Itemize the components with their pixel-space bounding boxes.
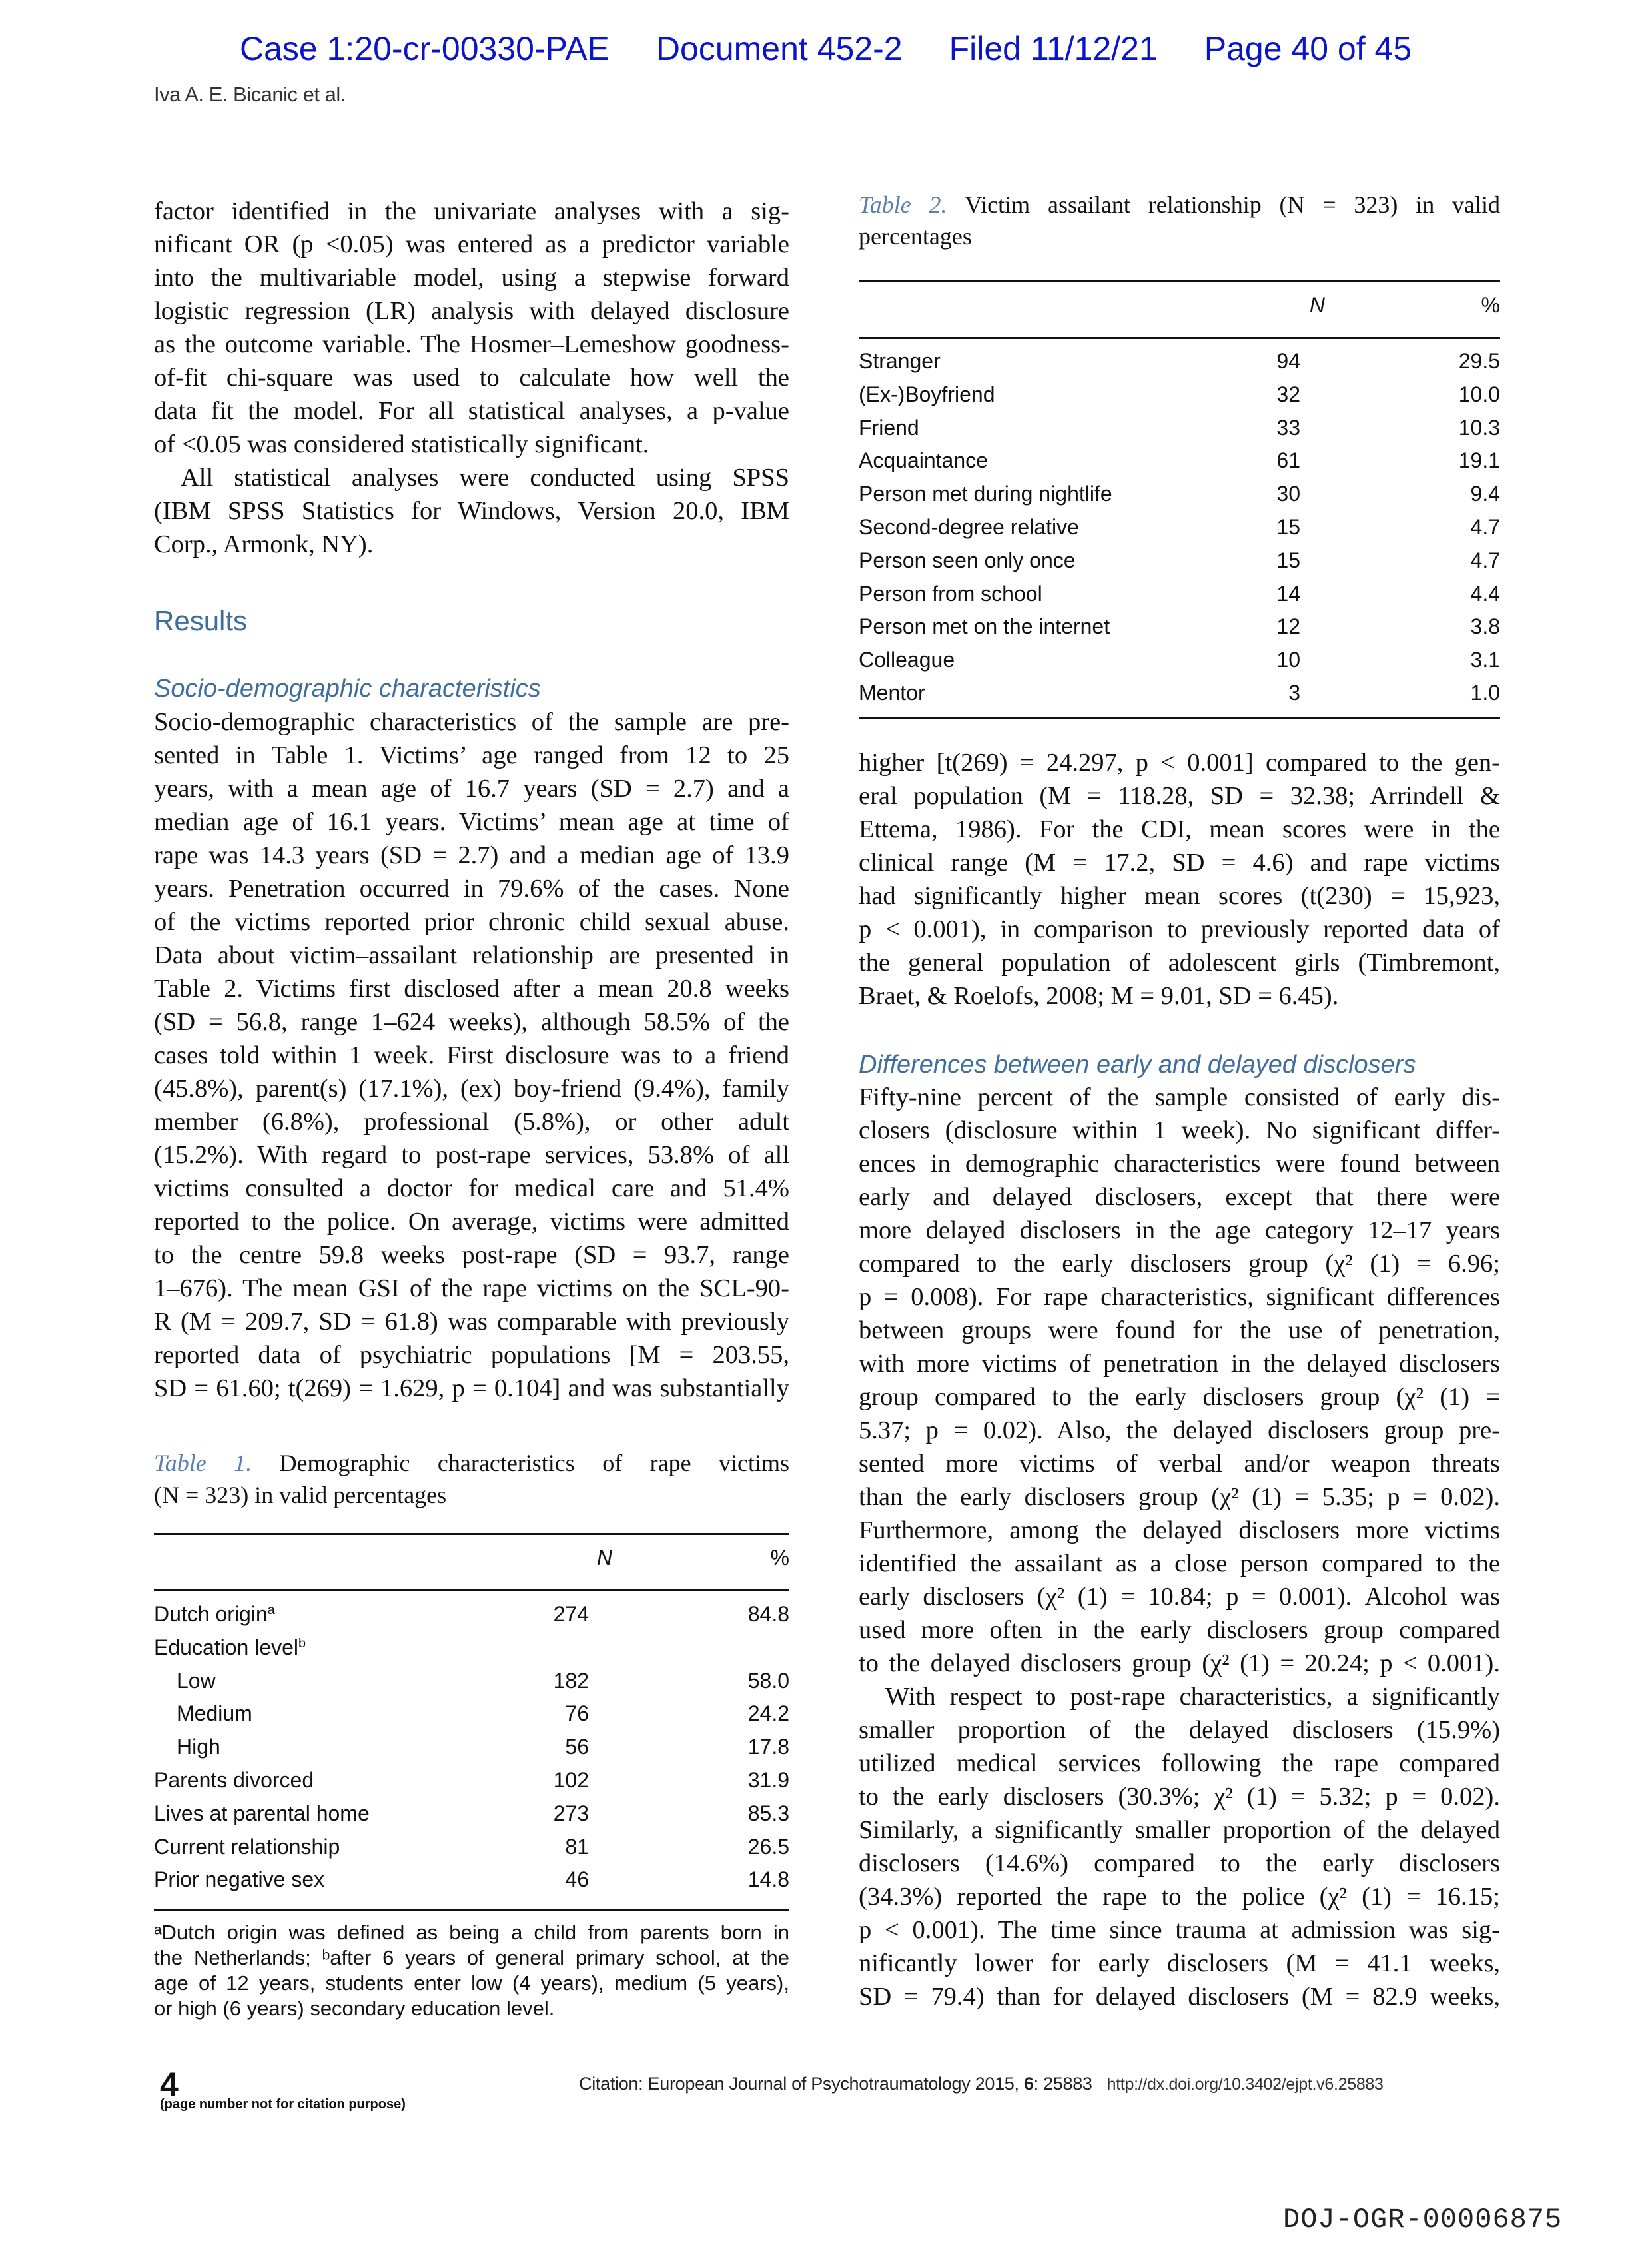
running-head-authors: Iva A. E. Bicanic et al.: [154, 83, 346, 106]
text-line: reported data of psychiatric populations [M = 203.55,: [154, 1341, 789, 1369]
row-label: Second-degree relative: [859, 515, 1079, 539]
results-paragraph: [154, 705, 789, 1405]
row-label: Medium: [177, 1701, 252, 1726]
text-line: Data about victim–assailant relationship are presented in: [154, 941, 789, 969]
row-label: High: [177, 1735, 220, 1759]
text-line: Socio-demographic characteristics of the sample are pre-: [154, 708, 789, 736]
row-label: Friend: [859, 415, 919, 440]
text-line: to the centre 59.8 weeks post-rape (SD = 93.7, range: [154, 1241, 789, 1269]
row-pct: 10.0: [1458, 382, 1500, 406]
row-pct: 29.5: [1458, 349, 1500, 373]
table1-col-pct: %: [770, 1546, 789, 1569]
caption-line: [859, 189, 1500, 221]
row-pct: 10.3: [1458, 415, 1500, 440]
text-line: data fit the model. For all statistical analyses, a p-value: [154, 397, 789, 425]
table-row: [154, 1602, 789, 1635]
citation-line: [579, 2074, 1384, 2094]
row-n: 102: [553, 1768, 589, 1792]
row-pct: 4.4: [1470, 581, 1500, 606]
text-line: utilized medical services following the rape compared: [859, 1749, 1500, 1777]
page-count: Page 40 of 45: [1204, 30, 1412, 67]
text-line: disclosers (14.6%) compared to the early disclosers: [859, 1849, 1500, 1877]
text-line: Similarly, a significantly smaller proportion of the delayed: [859, 1816, 1500, 1844]
row-n: 81: [565, 1834, 589, 1859]
text-line: member (6.8%), professional (5.8%), or other adult: [154, 1108, 789, 1136]
table-row: [154, 1835, 789, 1868]
text-line: higher [t(269) = 24.297, p < 0.001] compared to the gen-: [859, 749, 1500, 777]
text-line: victims consulted a doctor for medical care and 51.4%: [154, 1174, 789, 1202]
text-line: logistic regression (LR) analysis with delayed disclosure: [154, 297, 789, 325]
table2-bottom-rule: [859, 717, 1500, 719]
table-row: [154, 1735, 789, 1768]
row-pct: 9.4: [1470, 482, 1500, 506]
text-line: R (M = 209.7, SD = 61.8) was comparable with previously: [154, 1308, 789, 1336]
page-number: 4: [160, 2066, 179, 2103]
row-n: 30: [1276, 482, 1300, 506]
row-label: Parents divorced: [154, 1768, 314, 1792]
row-label: Person seen only once: [859, 548, 1076, 572]
table2-top-rule: [859, 280, 1500, 282]
subheading-socio-demographic: Socio-demographic characteristics: [154, 675, 541, 703]
text-line: ences in demographic characteristics were found between: [859, 1150, 1500, 1178]
table1-bottom-rule: [154, 1909, 789, 1911]
table-row: [859, 448, 1500, 482]
text-line: factor identified in the univariate analyses with a sig-: [154, 197, 789, 225]
row-label: Prior negative sex: [154, 1867, 325, 1892]
row-pct: 4.7: [1470, 548, 1500, 572]
text-line: (34.3%) reported the rape to the police (χ² (1) = 16.15;: [859, 1883, 1500, 1911]
row-pct: 17.8: [747, 1735, 789, 1759]
caption-text: Victim assailant relationship (N = 323) in valid: [965, 191, 1500, 218]
table-row: [154, 1669, 789, 1702]
text-line: (IBM SPSS Statistics for Windows, Version 20.0, IBM: [154, 497, 789, 525]
text-line: clinical range (M = 17.2, SD = 4.6) and rape victims: [859, 849, 1500, 877]
doi-link[interactable]: http://dx.doi.org/10.3402/ejpt.v6.25883: [1106, 2075, 1384, 2094]
row-n: 273: [553, 1801, 589, 1825]
table1-caption: [154, 1447, 789, 1511]
text-line: used more often in the early disclosers group compared: [859, 1616, 1500, 1644]
text-line: of the victims reported prior chronic child sexual abuse.: [154, 908, 789, 936]
row-n: 15: [1276, 515, 1300, 539]
row-label: Acquaintance: [859, 448, 988, 473]
text-line: cases told within 1 week. First disclosure was to a friend: [154, 1041, 789, 1069]
table-row: [859, 416, 1500, 449]
text-line: identified the assailant as a close person compared to the: [859, 1550, 1500, 1577]
text-line: the Netherlands; ᵇafter 6 years of general primary school, at the: [154, 1946, 789, 1969]
text-line: early disclosers (χ² (1) = 10.84; p = 0.001). Alcohol was: [859, 1583, 1500, 1611]
text-line: 5.37; p = 0.02). Also, the delayed disclosers group pre-: [859, 1416, 1500, 1444]
text-line: Furthermore, among the delayed disclosers more victims: [859, 1516, 1500, 1544]
row-n: 32: [1276, 382, 1300, 406]
table-row: [859, 548, 1500, 582]
text-line: Braet, & Roelofs, 2008; M = 9.01, SD = 6.45).: [859, 982, 1339, 1010]
row-label: Mentor: [859, 681, 925, 705]
text-line: ᵃDutch origin was defined as being a child from parents born in: [154, 1921, 789, 1944]
row-label: Person met during nightlife: [859, 482, 1112, 506]
text-line: Ettema, 1986). For the CDI, mean scores were in the: [859, 815, 1500, 843]
text-line: of <0.05 was considered statistically significant.: [154, 430, 649, 458]
text-line: to the delayed disclosers group (χ² (1) = 20.24; p < 0.001).: [859, 1649, 1500, 1677]
row-pct: 4.7: [1470, 515, 1500, 539]
caption-line: [154, 1447, 789, 1479]
table1-col-n: N: [596, 1546, 612, 1569]
row-label: Colleague: [859, 648, 955, 672]
results-continuation: [859, 746, 1500, 1013]
text-line: smaller proportion of the delayed disclosers (15.9%): [859, 1716, 1500, 1744]
text-line: had significantly higher mean scores (t(230) = 15,923,: [859, 882, 1500, 910]
text-line: as the outcome variable. The Hosmer–Lemeshow goodness-: [154, 330, 789, 358]
table2-col-pct: %: [1481, 293, 1500, 317]
table1-header-rule: [154, 1589, 789, 1591]
row-n: 12: [1276, 614, 1300, 639]
table-row: [859, 482, 1500, 515]
table-row: [859, 515, 1500, 548]
table-row: [859, 648, 1500, 681]
row-pct: 24.2: [747, 1701, 789, 1726]
citation-article: : 25883: [1033, 2074, 1092, 2094]
court-filing-header: [240, 29, 1426, 72]
text-line: (SD = 56.8, range 1–624 weeks), although 58.5% of the: [154, 1008, 789, 1036]
methods-continuation: [154, 195, 789, 561]
text-line: age of 12 years, students enter low (4 years), medium (5 years),: [154, 1971, 789, 1995]
text-line: SD = 79.4) than for delayed disclosers (M = 82.9 weeks,: [859, 1983, 1500, 2011]
row-label: Low: [177, 1668, 216, 1693]
row-label: Person from school: [859, 581, 1042, 606]
text-line: eral population (M = 118.28, SD = 32.38; Arrindell &: [859, 782, 1500, 810]
table1-header-row: [154, 1546, 789, 1585]
row-label: Stranger: [859, 349, 941, 373]
table-row: [154, 1701, 789, 1735]
row-pct: 19.1: [1458, 448, 1500, 473]
row-label: Dutch origin$^a$: [154, 1602, 275, 1626]
caption-text: (N = 323) in valid percentages: [154, 1482, 447, 1508]
text-line: (15.2%). With regard to post-rape services, 53.8% of all: [154, 1141, 789, 1169]
text-line: closers (disclosure within 1 week). No significant differ-: [859, 1117, 1500, 1144]
table-row: [859, 382, 1500, 416]
table2-caption: [859, 189, 1500, 252]
table2-col-n: N: [1309, 293, 1325, 317]
row-n: 182: [553, 1668, 589, 1693]
row-label: (Ex-)Boyfriend: [859, 382, 995, 406]
text-line: Fifty-nine percent of the sample consisted of early dis-: [859, 1083, 1500, 1111]
row-pct: 3.1: [1470, 648, 1500, 672]
table2-header-rule: [859, 337, 1500, 339]
filed-date: Filed 11/12/21: [949, 30, 1158, 67]
row-pct: 31.9: [747, 1768, 789, 1792]
text-line: sented in Table 1. Victims’ age ranged from 12 to 25: [154, 741, 789, 769]
text-line: of-fit chi-square was used to calculate how well the: [154, 364, 789, 392]
row-n: 33: [1276, 415, 1300, 440]
text-line: reported to the police. On average, victims were admitted: [154, 1208, 789, 1236]
caption-line: [859, 221, 1500, 252]
text-line: Corp., Armonk, NY).: [154, 530, 374, 558]
row-label: Education level$^b$: [154, 1635, 306, 1659]
row-n: 94: [1276, 349, 1300, 373]
table-row: [154, 1768, 789, 1801]
text-line: Table 2. Victims first disclosed after a mean 20.8 weeks: [154, 975, 789, 1003]
text-line: nificant OR (p <0.05) was entered as a predictor variable: [154, 230, 789, 258]
row-n: 15: [1276, 548, 1300, 572]
text-line: nificantly lower for early disclosers (M = 41.1 weeks,: [859, 1949, 1500, 1977]
table2-body: [859, 349, 1500, 715]
text-line: group compared to the early disclosers group (χ² (1) =: [859, 1383, 1500, 1411]
caption-line: [154, 1479, 789, 1511]
row-n: 274: [553, 1602, 589, 1626]
text-line: into the multivariable model, using a stepwise forward: [154, 264, 789, 292]
text-line: more delayed disclosers in the age category 12–17 years: [859, 1216, 1500, 1244]
caption-text: percentages: [859, 223, 972, 250]
text-line: than the early disclosers group (χ² (1) = 5.35; p = 0.02).: [859, 1483, 1500, 1511]
section-heading-results: Results: [154, 605, 248, 636]
text-line: (45.8%), parent(s) (17.1%), (ex) boy-friend (9.4%), family: [154, 1075, 789, 1103]
footnote-marker: a: [267, 1603, 275, 1618]
text-line: sented more victims of verbal and/or weapon threats: [859, 1450, 1500, 1478]
table-row: [859, 681, 1500, 714]
text-line: All statistical analyses were conducted using SPSS: [181, 464, 789, 492]
text-line: with more victims of penetration in the delayed disclosers: [859, 1350, 1500, 1378]
table-row: [859, 614, 1500, 648]
document-number: Document 452-2: [655, 30, 903, 67]
table-row: [154, 1867, 789, 1901]
row-pct: 26.5: [747, 1834, 789, 1859]
row-n: 76: [565, 1701, 589, 1726]
caption-text: Demographic characteristics of rape victims: [279, 1450, 790, 1476]
row-label: Current relationship: [154, 1834, 340, 1859]
text-line: to the early disclosers (30.3%; χ² (1) = 5.32; p = 0.02).: [859, 1783, 1500, 1811]
text-line: median age of 16.1 years. Victims’ mean age at time of: [154, 808, 789, 836]
row-pct: 14.8: [747, 1867, 789, 1892]
row-label: Person met on the internet: [859, 614, 1110, 639]
page-number-note: (page number not for citation purpose): [160, 2097, 406, 2112]
text-line: p = 0.008). For rape characteristics, significant differences: [859, 1283, 1500, 1311]
table-label: Table 2.: [859, 191, 965, 218]
text-line: the general population of adolescent girls (Timbremont,: [859, 949, 1500, 977]
text-line: 1–676). The mean GSI of the rape victims on the SCL-90-: [154, 1274, 789, 1302]
text-line: between groups were found for the use of penetration,: [859, 1316, 1500, 1344]
row-n: 10: [1276, 648, 1300, 672]
row-n: 14: [1276, 581, 1300, 606]
row-pct: 3.8: [1470, 614, 1500, 639]
citation-text: Citation: European Journal of Psychotraumatology 2015,: [579, 2074, 1024, 2094]
text-line: SD = 61.60; t(269) = 1.629, p = 0.104] and was substantially: [154, 1374, 789, 1402]
table-row: [859, 582, 1500, 615]
text-line: or high (6 years) secondary education level.: [154, 1997, 555, 2020]
row-n: 3: [1288, 681, 1300, 705]
footnote-marker: b: [298, 1635, 306, 1651]
text-line: early and delayed disclosers, except that there were: [859, 1183, 1500, 1211]
row-pct: 85.3: [747, 1801, 789, 1825]
table1-footnote: [154, 1920, 789, 2021]
text-line: p < 0.001), in comparison to previously reported data of: [859, 915, 1500, 943]
row-n: 56: [565, 1735, 589, 1759]
text-line: rape was 14.3 years (SD = 2.7) and a median age of 13.9: [154, 841, 789, 869]
table1-body: [154, 1602, 789, 1902]
case-number: Case 1:20-cr-00330-PAE: [240, 30, 610, 67]
row-n: 61: [1276, 448, 1300, 473]
row-pct: 58.0: [747, 1668, 789, 1693]
text-line: years. Penetration occurred in 79.6% of the cases. None: [154, 875, 789, 903]
table2-header-row: [859, 293, 1500, 333]
row-pct: 84.8: [747, 1602, 789, 1626]
text-line: years, with a mean age of 16.7 years (SD = 2.7) and a: [154, 775, 789, 803]
row-label: Lives at parental home: [154, 1801, 370, 1825]
table1-top-rule: [154, 1533, 789, 1535]
row-pct: 1.0: [1470, 681, 1500, 705]
table-row: [859, 349, 1500, 382]
table-row: [154, 1801, 789, 1835]
row-n: 46: [565, 1867, 589, 1892]
text-line: compared to the early disclosers group (χ² (1) = 6.96;: [859, 1250, 1500, 1278]
bates-stamp: DOJ-OGR-00006875: [1283, 2204, 1563, 2236]
subheading-differences: Differences between early and delayed disclosers: [859, 1051, 1416, 1079]
text-line: p < 0.001). The time since trauma at admission was sig-: [859, 1916, 1500, 1944]
text-line: With respect to post-rape characteristics, a significantly: [885, 1683, 1500, 1711]
table-row: [154, 1635, 789, 1669]
table-label: Table 1.: [154, 1450, 280, 1476]
differences-paragraph: [859, 1081, 1500, 2013]
citation-volume: 6: [1023, 2074, 1034, 2094]
